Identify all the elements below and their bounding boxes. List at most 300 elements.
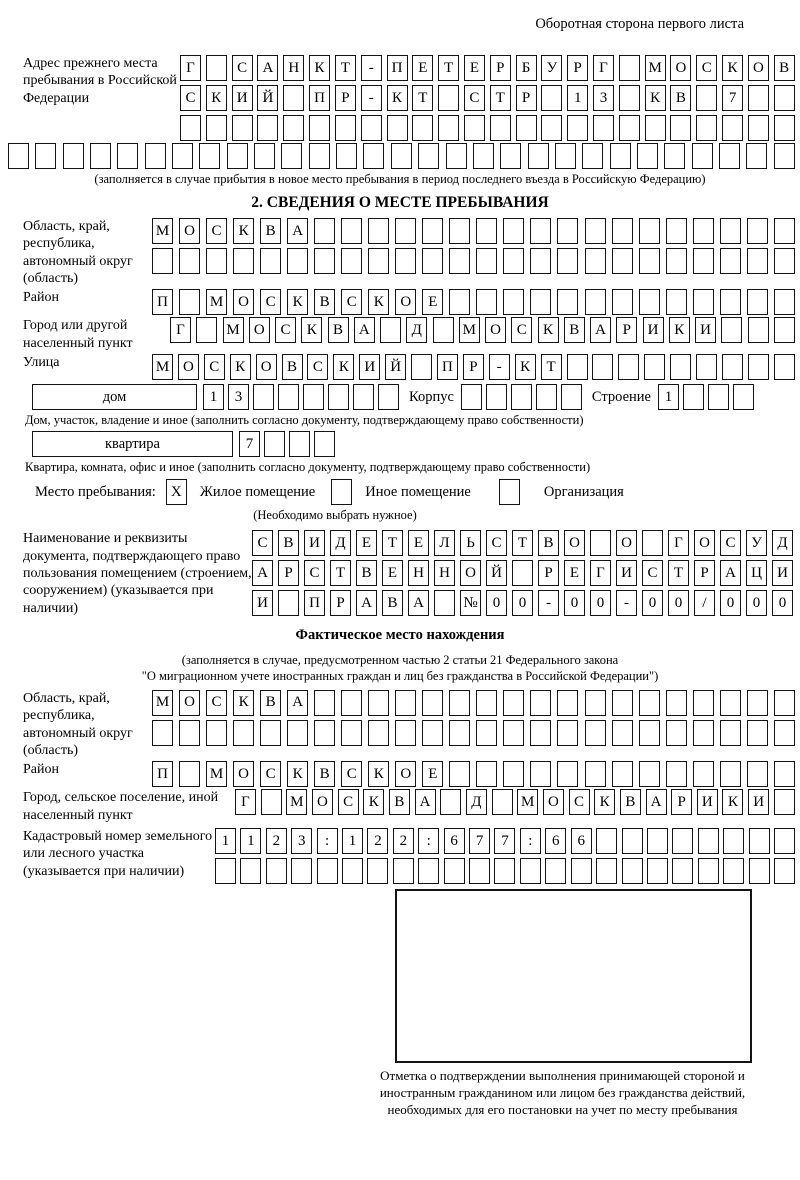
char-box: В — [382, 590, 403, 616]
actual-district-row — [152, 761, 795, 787]
previous-address-group — [0, 55, 800, 141]
city-label: Город или другой населенный пункт — [23, 318, 133, 351]
section2-heading: 2. СВЕДЕНИЯ О МЕСТЕ ПРЕБЫВАНИЯ — [251, 194, 549, 211]
char-box — [774, 720, 795, 746]
char-box: К — [669, 317, 690, 343]
char-box — [720, 248, 741, 274]
char-box — [179, 720, 200, 746]
char-box — [196, 317, 217, 343]
char-box: 0 — [564, 590, 585, 616]
char-box — [206, 115, 227, 141]
char-box — [530, 289, 551, 315]
char-box — [693, 720, 714, 746]
char-box — [336, 143, 357, 169]
char-box — [622, 828, 643, 854]
char-box — [722, 354, 743, 380]
char-box — [63, 143, 84, 169]
char-box — [206, 55, 227, 81]
char-box: Р — [330, 590, 351, 616]
char-box: А — [646, 789, 667, 815]
char-box: О — [694, 530, 715, 556]
char-box — [696, 85, 717, 111]
char-box — [749, 858, 770, 884]
char-box: И — [252, 590, 273, 616]
char-box — [557, 690, 578, 716]
char-box — [179, 289, 200, 315]
char-box: : — [418, 828, 439, 854]
char-box: 1 — [215, 828, 236, 854]
korpus-cells — [461, 384, 582, 410]
char-box — [503, 761, 524, 787]
char-box: С — [204, 354, 225, 380]
char-box: И — [304, 530, 325, 556]
char-box: 1 — [240, 828, 261, 854]
char-box — [774, 85, 795, 111]
char-box: М — [206, 761, 227, 787]
previous-address-rows — [180, 55, 795, 141]
char-box — [530, 248, 551, 274]
char-box — [666, 289, 687, 315]
char-box: Г — [593, 55, 614, 81]
char-box: 0 — [746, 590, 767, 616]
char-box: С — [720, 530, 741, 556]
char-box: - — [616, 590, 637, 616]
region-row-2 — [152, 248, 795, 274]
char-box — [747, 720, 768, 746]
char-box: 1 — [342, 828, 363, 854]
region-row-1 — [152, 218, 795, 244]
char-box — [368, 248, 389, 274]
previous-address-row-3 — [180, 115, 795, 141]
char-box: С — [338, 789, 359, 815]
char-box — [612, 761, 633, 787]
char-box — [476, 218, 497, 244]
char-box: О — [249, 317, 270, 343]
char-box — [612, 218, 633, 244]
char-box — [422, 690, 443, 716]
char-box: : — [520, 828, 541, 854]
char-box: О — [179, 218, 200, 244]
char-box — [314, 431, 335, 457]
char-box: С — [569, 789, 590, 815]
char-box: А — [415, 789, 436, 815]
char-box — [206, 720, 227, 746]
char-box: О — [485, 317, 506, 343]
char-box — [368, 720, 389, 746]
char-box: Г — [235, 789, 256, 815]
char-box — [152, 248, 173, 274]
char-box — [418, 143, 439, 169]
char-box — [363, 143, 384, 169]
char-box: М — [152, 690, 173, 716]
char-box: С — [511, 317, 532, 343]
char-box: 2 — [393, 828, 414, 854]
char-box — [500, 143, 521, 169]
char-box: И — [616, 560, 637, 586]
char-box: К — [368, 761, 389, 787]
char-box: К — [363, 789, 384, 815]
char-box — [698, 858, 719, 884]
char-box: Р — [694, 560, 715, 586]
char-box: Й — [385, 354, 406, 380]
char-box — [612, 720, 633, 746]
char-box — [619, 85, 640, 111]
char-box — [395, 720, 416, 746]
char-box — [722, 115, 743, 141]
char-box — [476, 289, 497, 315]
char-box: В — [328, 317, 349, 343]
char-box: Р — [490, 55, 511, 81]
char-box: Р — [278, 560, 299, 586]
char-box: В — [620, 789, 641, 815]
char-box: 6 — [545, 828, 566, 854]
char-box — [693, 218, 714, 244]
char-box: А — [354, 317, 375, 343]
char-box: С — [341, 289, 362, 315]
char-box — [206, 248, 227, 274]
char-box: : — [317, 828, 338, 854]
char-box: К — [206, 85, 227, 111]
char-box — [232, 115, 253, 141]
char-box: О — [395, 761, 416, 787]
char-box — [723, 828, 744, 854]
char-box: И — [748, 789, 769, 815]
char-box — [530, 761, 551, 787]
actual-city-label: Город, сельское поселение, иной населенный пункт — [23, 790, 219, 823]
char-box — [464, 115, 485, 141]
char-box: А — [720, 560, 741, 586]
char-box: Т — [438, 55, 459, 81]
char-box — [612, 690, 633, 716]
char-box: Л — [434, 530, 455, 556]
char-box — [422, 720, 443, 746]
char-box — [721, 317, 742, 343]
char-box — [172, 143, 193, 169]
char-box — [666, 248, 687, 274]
district-row — [152, 289, 795, 315]
char-box — [303, 384, 324, 410]
actual-district-label: Район — [23, 762, 59, 778]
char-box: Р — [335, 85, 356, 111]
char-box — [530, 218, 551, 244]
char-box — [747, 218, 768, 244]
char-box — [380, 317, 401, 343]
char-box — [720, 720, 741, 746]
char-box — [328, 384, 349, 410]
char-box — [774, 248, 795, 274]
char-box: С — [696, 55, 717, 81]
char-box — [393, 858, 414, 884]
char-box — [585, 218, 606, 244]
char-box — [774, 115, 795, 141]
char-box: Г — [590, 560, 611, 586]
char-box — [683, 384, 704, 410]
char-box — [490, 115, 511, 141]
char-box — [469, 858, 490, 884]
char-box — [774, 828, 795, 854]
char-box — [590, 530, 611, 556]
previous-address-row-4 — [8, 143, 795, 169]
char-box — [693, 690, 714, 716]
char-box: В — [356, 560, 377, 586]
char-box: О — [395, 289, 416, 315]
char-box: Е — [422, 289, 443, 315]
char-box — [257, 115, 278, 141]
char-box: О — [460, 560, 481, 586]
char-box: С — [275, 317, 296, 343]
char-box — [720, 218, 741, 244]
char-box: И — [695, 317, 716, 343]
char-box: - — [361, 85, 382, 111]
char-box — [367, 858, 388, 884]
char-box: А — [408, 590, 429, 616]
apartment-row — [32, 431, 800, 457]
char-box — [492, 789, 513, 815]
char-box: В — [538, 530, 559, 556]
char-box: В — [260, 218, 281, 244]
char-box: С — [307, 354, 328, 380]
char-box: К — [645, 85, 666, 111]
char-box — [461, 384, 482, 410]
char-box — [622, 858, 643, 884]
char-box — [567, 115, 588, 141]
char-box — [746, 143, 767, 169]
char-box: К — [301, 317, 322, 343]
document-rows — [252, 530, 793, 616]
char-box: В — [260, 690, 281, 716]
char-box — [774, 690, 795, 716]
char-box — [438, 115, 459, 141]
char-box — [227, 143, 248, 169]
char-box — [278, 590, 299, 616]
char-box — [309, 143, 330, 169]
char-box — [353, 384, 374, 410]
char-box: В — [278, 530, 299, 556]
cadastral-row-2 — [215, 858, 795, 884]
char-box — [596, 858, 617, 884]
char-box: М — [223, 317, 244, 343]
char-box — [520, 858, 541, 884]
char-box: В — [314, 289, 335, 315]
char-box: А — [257, 55, 278, 81]
char-box: С — [260, 289, 281, 315]
char-box: А — [356, 590, 377, 616]
char-box — [422, 218, 443, 244]
char-box: П — [152, 761, 173, 787]
char-box: И — [697, 789, 718, 815]
char-box: П — [304, 590, 325, 616]
char-box — [314, 690, 335, 716]
char-box: Д — [466, 789, 487, 815]
char-box — [341, 690, 362, 716]
char-box: Т — [382, 530, 403, 556]
char-box — [748, 85, 769, 111]
cadastral-group — [0, 828, 800, 884]
char-box — [644, 354, 665, 380]
char-box — [747, 761, 768, 787]
char-box — [571, 858, 592, 884]
char-box — [449, 690, 470, 716]
stay-type-option-organization: Организация — [543, 483, 624, 500]
char-box — [720, 690, 741, 716]
char-box — [639, 248, 660, 274]
char-box — [541, 115, 562, 141]
char-box — [530, 690, 551, 716]
char-box — [368, 690, 389, 716]
region-group — [0, 218, 800, 287]
char-box: С — [252, 530, 273, 556]
document-group — [0, 530, 800, 617]
char-box — [412, 115, 433, 141]
stroenie-label: Строение — [591, 388, 651, 405]
char-box — [555, 143, 576, 169]
char-box: - — [361, 55, 382, 81]
char-box: 2 — [367, 828, 388, 854]
char-box — [774, 218, 795, 244]
char-box: К — [233, 218, 254, 244]
char-box — [449, 248, 470, 274]
char-box — [283, 85, 304, 111]
char-box — [567, 354, 588, 380]
char-box: Р — [538, 560, 559, 586]
house-caption: Дом, участок, владение и иное (заполнить согласно документу, подтверждающему право собственности) — [25, 413, 584, 428]
char-box — [260, 720, 281, 746]
char-box: П — [309, 85, 330, 111]
char-box — [476, 720, 497, 746]
char-box — [516, 115, 537, 141]
char-box: П — [437, 354, 458, 380]
char-box — [8, 143, 29, 169]
char-box: 0 — [590, 590, 611, 616]
char-box: В — [389, 789, 410, 815]
char-box — [395, 690, 416, 716]
char-box: К — [287, 289, 308, 315]
char-box: 7 — [469, 828, 490, 854]
char-box: Р — [463, 354, 484, 380]
char-box: 0 — [486, 590, 507, 616]
char-box — [446, 143, 467, 169]
actual-region-group — [0, 690, 800, 759]
char-box — [541, 85, 562, 111]
char-box: 0 — [512, 590, 533, 616]
char-box: И — [359, 354, 380, 380]
region-label: Область, край, республика, автономный округ (область) — [23, 219, 133, 287]
actual-region-row-1 — [152, 690, 795, 716]
char-box — [672, 828, 693, 854]
document-row-3 — [252, 590, 793, 616]
char-box — [199, 143, 220, 169]
char-box: М — [645, 55, 666, 81]
char-box: К — [368, 289, 389, 315]
apartment-caption: Квартира, комната, офис и иное (заполнить согласно документу, подтверждающему право собственности) — [25, 460, 591, 475]
char-box — [494, 858, 515, 884]
char-box: Т — [512, 530, 533, 556]
char-box — [476, 690, 497, 716]
char-box: Т — [490, 85, 511, 111]
char-box — [314, 248, 335, 274]
char-box — [645, 115, 666, 141]
char-box — [314, 720, 335, 746]
char-box — [747, 289, 768, 315]
char-box — [291, 858, 312, 884]
char-box — [264, 431, 285, 457]
char-box — [639, 690, 660, 716]
char-box — [637, 143, 658, 169]
stay-type-checkbox-residential: X — [166, 479, 187, 505]
char-box: В — [282, 354, 303, 380]
char-box — [179, 248, 200, 274]
char-box: С — [304, 560, 325, 586]
char-box — [545, 858, 566, 884]
char-box: К — [538, 317, 559, 343]
char-box — [378, 384, 399, 410]
char-box: И — [643, 317, 664, 343]
char-box: О — [312, 789, 333, 815]
actual-region-label: Область, край, республика, автономный округ (область) — [23, 690, 133, 759]
char-box: К — [594, 789, 615, 815]
house-row — [32, 384, 800, 410]
char-box: 7 — [494, 828, 515, 854]
region-rows — [152, 218, 795, 274]
cadastral-row-1 — [215, 828, 795, 854]
char-box — [476, 761, 497, 787]
char-box — [287, 720, 308, 746]
previous-address-row-2 — [180, 85, 795, 111]
char-box: 3 — [593, 85, 614, 111]
char-box — [696, 354, 717, 380]
previous-address-row-1 — [180, 55, 795, 81]
char-box — [281, 143, 302, 169]
char-box: Е — [408, 530, 429, 556]
char-box: Р — [567, 55, 588, 81]
district-group — [0, 289, 800, 315]
char-box — [693, 248, 714, 274]
char-box — [512, 560, 533, 586]
char-box: М — [286, 789, 307, 815]
char-box — [696, 115, 717, 141]
char-box — [693, 761, 714, 787]
char-box: А — [252, 560, 273, 586]
char-box — [486, 384, 507, 410]
char-box: С — [464, 85, 485, 111]
char-box — [698, 828, 719, 854]
char-box: У — [541, 55, 562, 81]
char-box — [215, 858, 236, 884]
char-box: А — [287, 218, 308, 244]
char-box — [368, 218, 389, 244]
char-box — [619, 115, 640, 141]
actual-region-row-2 — [152, 720, 795, 746]
char-box: 7 — [239, 431, 260, 457]
char-box — [639, 761, 660, 787]
char-box — [449, 289, 470, 315]
char-box: 3 — [291, 828, 312, 854]
char-box: Ь — [460, 530, 481, 556]
char-box — [287, 248, 308, 274]
char-box: 0 — [642, 590, 663, 616]
char-box — [747, 248, 768, 274]
char-box — [639, 218, 660, 244]
char-box — [449, 218, 470, 244]
char-box — [557, 289, 578, 315]
char-box — [774, 143, 795, 169]
char-box: Н — [408, 560, 429, 586]
char-box: Т — [668, 560, 689, 586]
char-box: К — [233, 690, 254, 716]
char-box — [341, 248, 362, 274]
char-box — [395, 248, 416, 274]
char-box: 3 — [228, 384, 249, 410]
